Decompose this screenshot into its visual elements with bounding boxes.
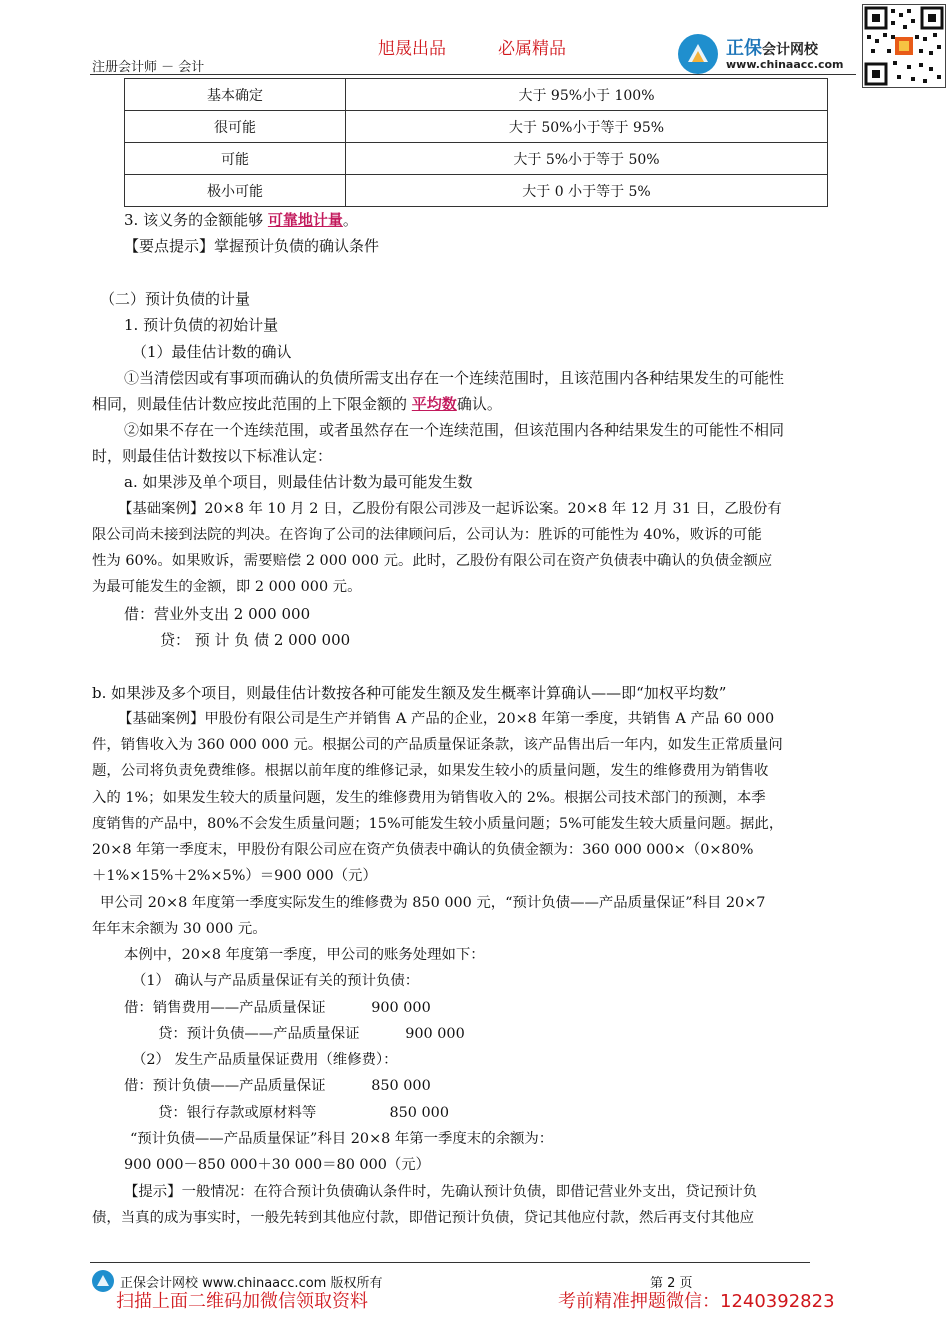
table-cell: 大于 0 小于等于 5% (346, 175, 828, 207)
case-text: 入的 1%；如果发生较大的质量问题，发生的维修费用为销售收入的 2%。根据公司技术部门的预测，本季 (92, 790, 766, 806)
case-text: 限公司尚未接到法院的判决。在咨询了公司的法律顾问后，公司认为：胜诉的可能性为 40%，败诉的可能 (92, 527, 762, 543)
qr-code-icon (862, 4, 946, 88)
paragraph: ①当清偿因或有事项而确认的负债所需支出存在一个连续范围时，且该范围内各种结果发生的可能性 (124, 369, 785, 387)
journal-entry: 贷：预计负债——产品质量保证 900 000 (158, 1026, 465, 1042)
header-divider (90, 74, 856, 75)
brand-logo (678, 34, 858, 74)
paragraph: b. 如果涉及多个项目，则最佳估计数按各种可能发生额及发生概率计算确认——即“加权平均数” (92, 684, 727, 702)
subsection-heading: （1）最佳估计数的确认 (132, 343, 292, 361)
case-text: 本例中，20×8 年度第一季度，甲公司的账务处理如下： (124, 947, 485, 963)
emphasis-text: 平均数 (411, 395, 457, 413)
table-cell: 大于 5%小于等于 50% (346, 143, 828, 175)
case-text: 度销售的产品中，80%不会发生质量问题；15%可能发生较小质量问题；5%可能发生较大质量问题。据此， (92, 816, 784, 832)
case-text: 【基础案例】20×8 年 10 月 2 日，乙股份有限公司涉及一起诉讼案。20×8 年 12 月 31 日，乙股份有 (118, 501, 782, 517)
header-slogan-left: 旭晟出品 (378, 39, 446, 59)
case-text: “预计负债——产品质量保证”科目 20×8 年第一季度末的余额为： (130, 1131, 554, 1147)
table-cell: 大于 95%小于 100% (346, 79, 828, 111)
paragraph: 3. 该义务的金额能够 可靠地计量。 (124, 211, 358, 229)
footer-divider (90, 1262, 810, 1263)
case-text: （2） 发生产品质量保证费用（维修费）： (132, 1052, 398, 1068)
emphasis-text: 可靠地计量 (267, 211, 343, 229)
table-cell: 极小可能 (125, 175, 346, 207)
subsection-heading: 1. 预计负债的初始计量 (124, 316, 279, 334)
logo-brand-text: 正保会计网校 (726, 38, 818, 59)
case-text: ＋1%×15%＋2%×5%）＝900 000（元） (92, 868, 377, 884)
journal-entry: 借：预计负债——产品质量保证 850 000 (124, 1078, 431, 1094)
case-text: 为最可能发生的金额，即 2 000 000 元。 (92, 579, 362, 595)
table-cell: 大于 50%小于等于 95% (346, 111, 828, 143)
table-row (125, 111, 828, 143)
table-cell: 基本确定 (125, 79, 346, 111)
paragraph: 时，则最佳估计数按以下标准认定： (92, 447, 333, 465)
paragraph: 相同，则最佳估计数应按此范围的上下限金额的 平均数确认。 (92, 395, 502, 413)
paragraph: ②如果不存在一个连续范围，或者虽然存在一个连续范围，但该范围内各种结果发生的可能性不相同 (124, 421, 785, 439)
paragraph: a. 如果涉及单个项目，则最佳估计数为最可能发生数 (124, 473, 473, 491)
tip-text: 【提示】一般情况：在符合预计负债确认条件时，先确认预计负债，即借记营业外支出，贷记预计负 (124, 1184, 758, 1200)
table-cell: 可能 (125, 143, 346, 175)
table-row (125, 143, 828, 175)
case-text: 甲公司 20×8 年度第一季度实际发生的维修费为 850 000 元，“预计负债——产品质量保证”科目 20×7 (100, 895, 766, 911)
page-number: 第 2 页 (650, 1276, 693, 1291)
table-row (125, 175, 828, 207)
calculation-result: 900 000－850 000＋30 000＝80 000（元） (124, 1157, 431, 1173)
table-cell: 很可能 (125, 111, 346, 143)
tip-text: 债，当真的成为事实时，一般先转到其他应付款，即借记预计负债，贷记其他应付款，然后再支付其他应 (92, 1210, 754, 1226)
footer-logo-icon (92, 1270, 114, 1292)
case-text: （1） 确认与产品质量保证有关的预计负债： (132, 973, 420, 989)
case-text: 性为 60%。如果败诉，需要赔偿 2 000 000 元。此时，乙股份有限公司在资产负债表中确认的负债金额应 (92, 553, 773, 569)
case-text: 【基础案例】甲股份有限公司是生产并销售 A 产品的企业，20×8 年第一季度，共销售 A 产品 60 000 (118, 711, 775, 727)
course-title: 注册会计师 － 会计 (92, 60, 205, 75)
journal-entry: 贷：银行存款或原材料等 850 000 (158, 1105, 449, 1121)
header-slogan-right: 必属精品 (498, 39, 566, 59)
case-text: 年年末余额为 30 000 元。 (92, 921, 267, 937)
case-text: 件，销售收入为 360 000 000 元。根据公司的产品质量保证条款，该产品售出后一年内，如发生正常质量问 (92, 737, 783, 753)
journal-entry: 贷： 预 计 负 债 2 000 000 (160, 631, 351, 649)
paragraph: 【要点提示】掌握预计负债的确认条件 (124, 237, 380, 255)
logo-url: www.chinaacc.com (726, 58, 844, 71)
logo-emblem-icon (678, 34, 718, 74)
table-row (125, 79, 828, 111)
case-text: 20×8 年第一季度末，甲股份有限公司应在资产负债表中确认的负债金额为：360 000 000×（0×80% (92, 842, 754, 858)
footer-promo-right: 考前精准押题微信：1240392823 (558, 1291, 835, 1312)
journal-entry: 借：营业外支出 2 000 000 (124, 605, 311, 623)
footer-promo-left: 扫描上面二维码加微信领取资料 (116, 1291, 368, 1312)
section-heading: （二）预计负债的计量 (100, 290, 251, 308)
probability-table (124, 78, 828, 207)
journal-entry: 借：销售费用——产品质量保证 900 000 (124, 1000, 431, 1016)
case-text: 题，公司将负责免费维修。根据以前年度的维修记录，如果发生较小的质量问题，发生的维修费用为销售收 (92, 763, 769, 779)
footer-copyright: 正保会计网校 www.chinaacc.com 版权所有 (120, 1276, 383, 1291)
